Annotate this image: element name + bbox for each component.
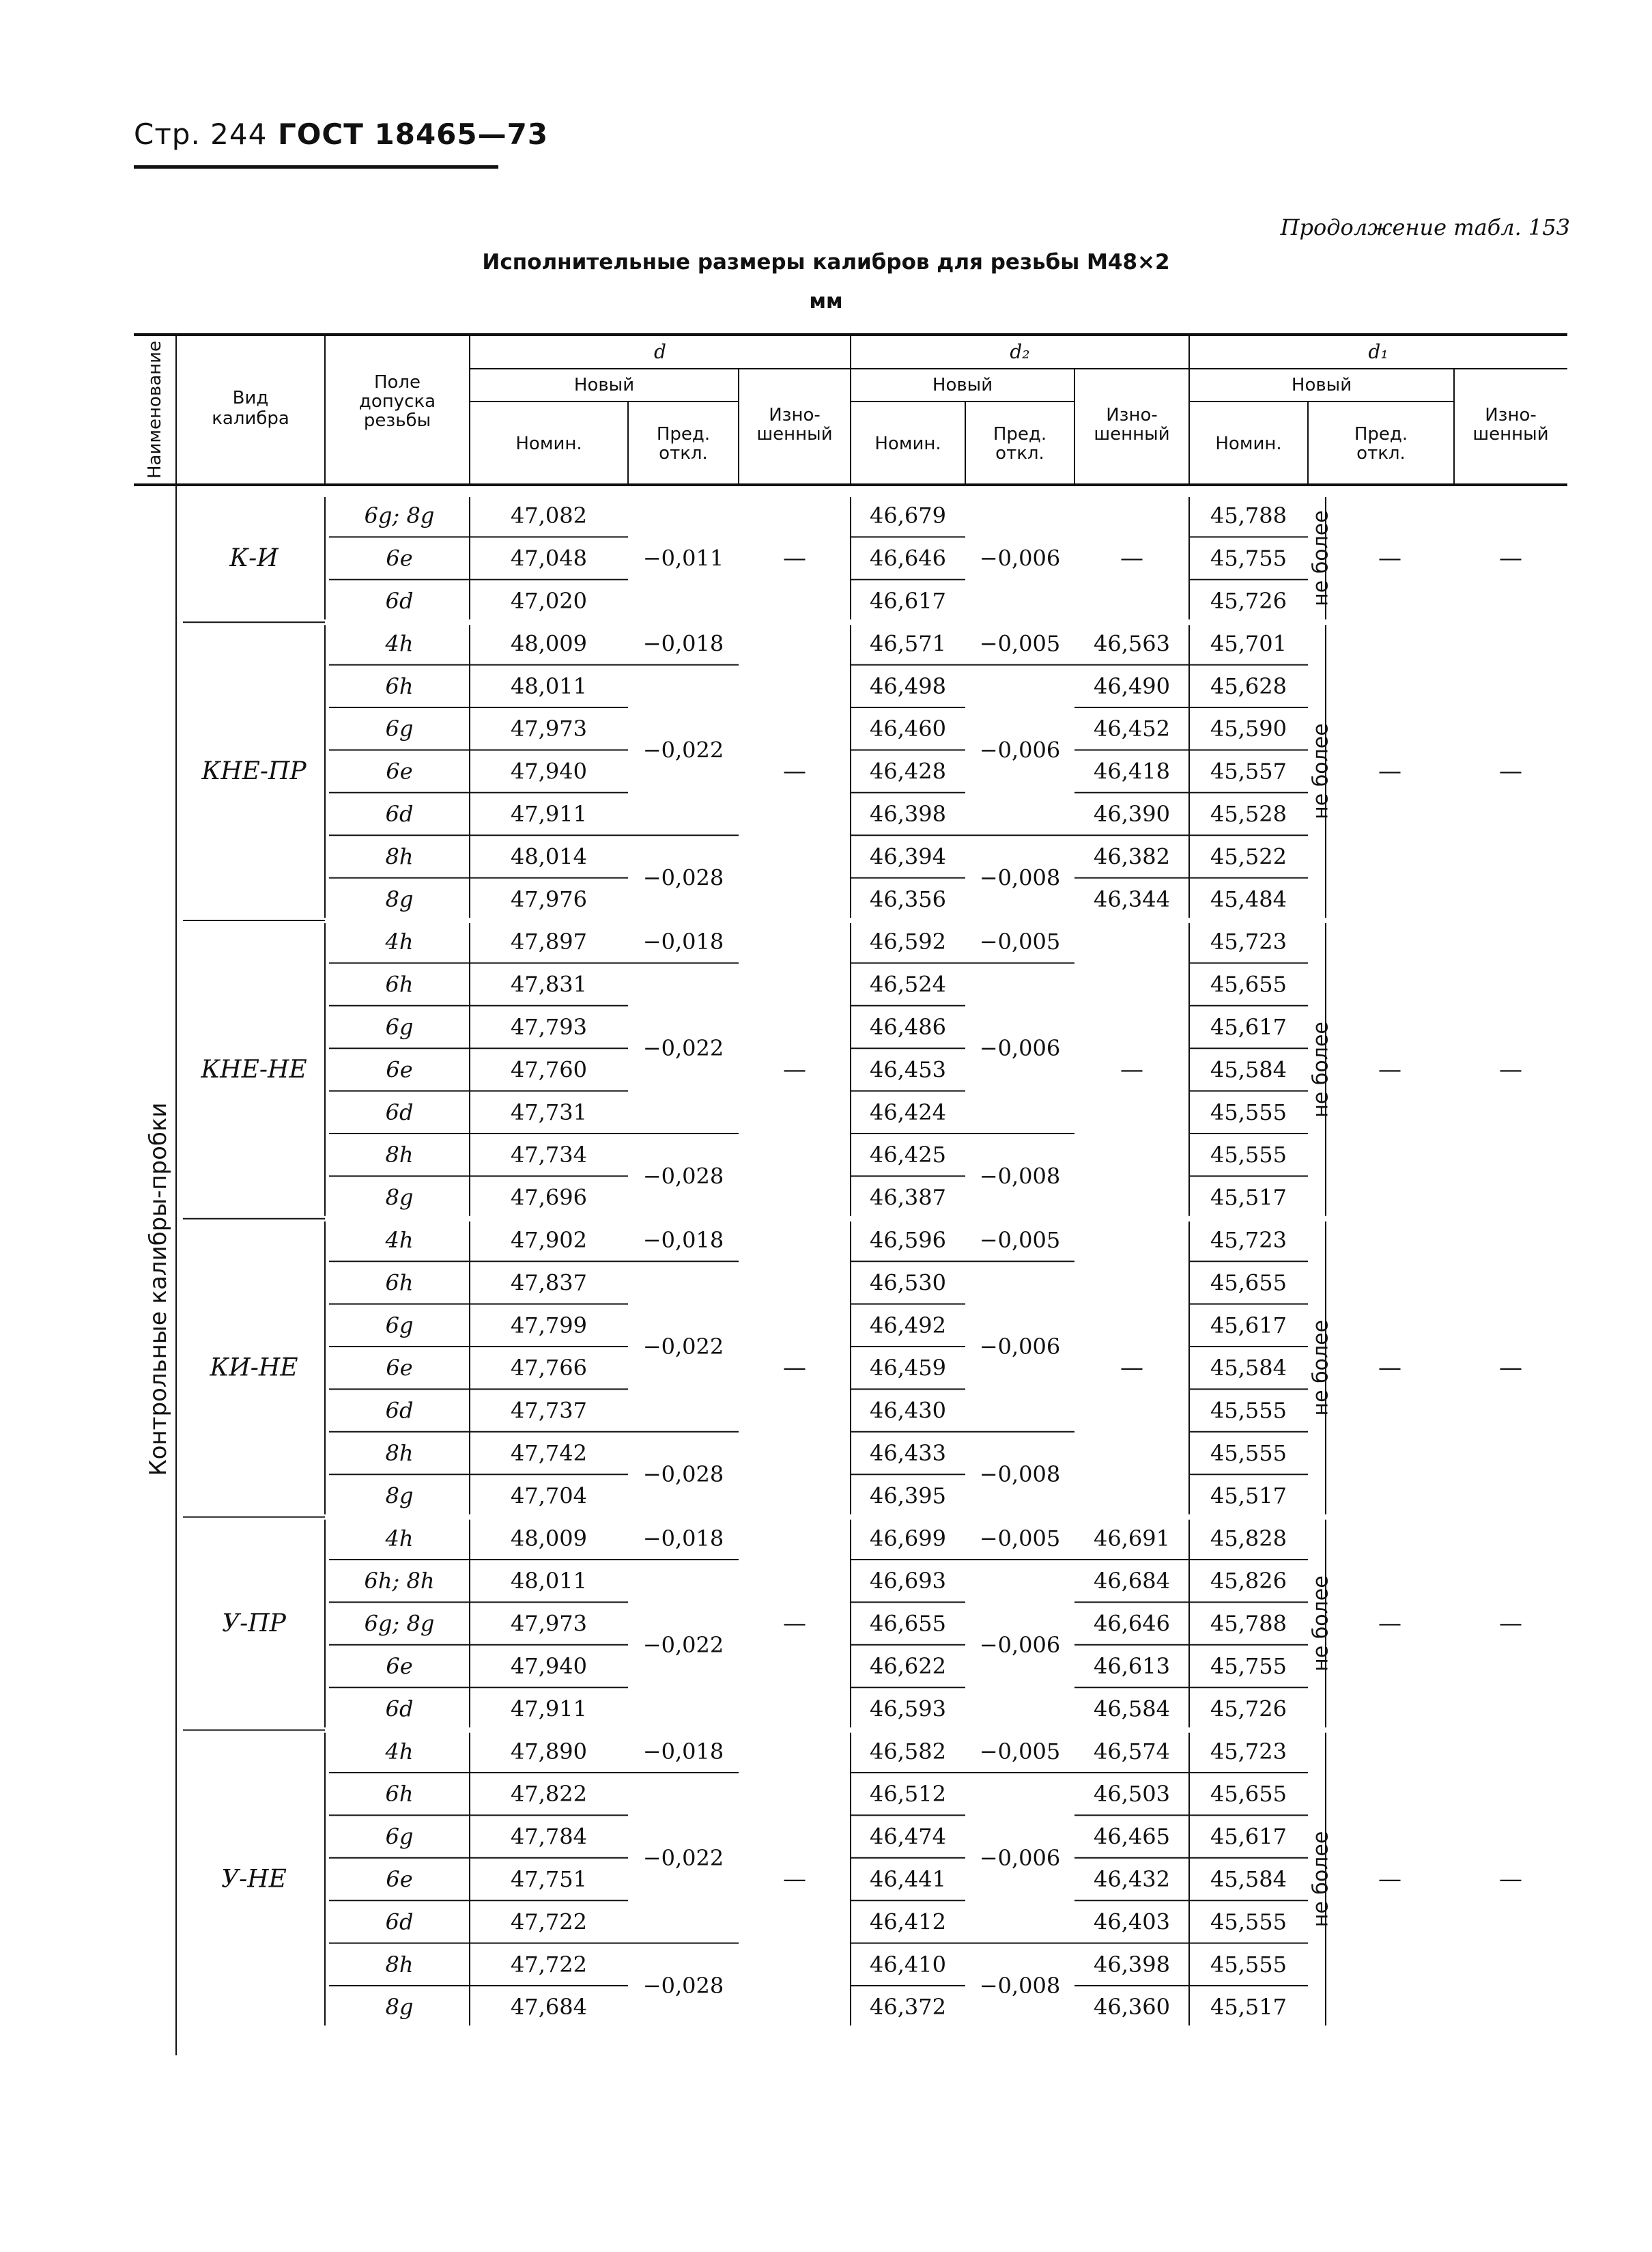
d-nominal-value: 47,696 bbox=[511, 1184, 587, 1211]
worn-header: шенный bbox=[756, 424, 833, 445]
d1-nominal-value: 45,517 bbox=[1210, 1994, 1287, 2021]
tolerance-value: 4h bbox=[385, 630, 414, 657]
d-nominal-value: 47,976 bbox=[511, 886, 587, 912]
d2-worn-value: 46,398 bbox=[1094, 1951, 1170, 1977]
d-nominal-value: 47,911 bbox=[511, 801, 587, 827]
tolerance-value: 6h; 8h bbox=[364, 1568, 435, 1594]
worn-header: Изно- bbox=[769, 405, 821, 425]
d2-worn-value: 46,691 bbox=[1094, 1525, 1170, 1551]
d-nominal-value: 47,734 bbox=[511, 1142, 587, 1168]
d1-nominal-value: 45,557 bbox=[1210, 758, 1287, 785]
d-nominal-value: 47,902 bbox=[511, 1227, 587, 1253]
deviation-value: −0,005 bbox=[979, 1227, 1061, 1253]
d1-nominal-value: 45,788 bbox=[1210, 503, 1287, 529]
deviation-value: −0,006 bbox=[979, 737, 1061, 763]
d-nominal-value: 47,722 bbox=[511, 1951, 587, 1977]
d1-deviation-dash: — bbox=[1378, 544, 1401, 572]
deviation-value: −0,011 bbox=[642, 545, 724, 572]
deviation-value: −0,008 bbox=[979, 1973, 1061, 1999]
d1-nominal-value: 45,555 bbox=[1210, 1440, 1287, 1466]
d2-worn-value: 46,574 bbox=[1094, 1738, 1170, 1764]
d1-deviation-dash: — bbox=[1378, 1354, 1401, 1382]
d1-nominal-value: 45,555 bbox=[1210, 1397, 1287, 1424]
d2-worn-value: 46,613 bbox=[1094, 1653, 1170, 1679]
d1-nominal-value: 45,723 bbox=[1210, 929, 1287, 955]
deviation-value: −0,018 bbox=[642, 1738, 724, 1764]
not-more-note: не более bbox=[1309, 1022, 1333, 1118]
deviation-value: −0,008 bbox=[979, 1461, 1061, 1488]
deviation-value: −0,006 bbox=[979, 1334, 1061, 1360]
d-worn-dash: — bbox=[783, 1354, 806, 1382]
deviation-header: откл. bbox=[659, 443, 708, 464]
d2-nominal-value: 46,512 bbox=[870, 1781, 946, 1807]
d1-nominal-value: 45,484 bbox=[1210, 886, 1287, 912]
d1-nominal-value: 45,701 bbox=[1210, 630, 1287, 657]
d2-nominal-value: 46,530 bbox=[870, 1269, 946, 1296]
d2-worn-value: 46,432 bbox=[1094, 1866, 1170, 1892]
d2-worn-value: 46,646 bbox=[1094, 1610, 1170, 1637]
d2-nominal-value: 46,679 bbox=[870, 503, 946, 529]
d-nominal-value: 47,766 bbox=[511, 1355, 587, 1381]
d-worn-dash: — bbox=[783, 757, 806, 785]
tolerance-value: 8g bbox=[385, 1994, 414, 2021]
d-nominal-value: 47,704 bbox=[511, 1482, 587, 1509]
d-nominal-value: 48,011 bbox=[511, 1568, 587, 1594]
d2-nominal-value: 46,699 bbox=[870, 1525, 946, 1551]
tolerance-value: 8h bbox=[385, 843, 414, 870]
d1-nominal-value: 45,555 bbox=[1210, 1951, 1287, 1977]
d2-worn-dash: — bbox=[1120, 1354, 1143, 1382]
d2-nominal-value: 46,441 bbox=[870, 1866, 946, 1892]
d-nominal-value: 47,784 bbox=[511, 1823, 587, 1850]
d-nominal-value: 47,799 bbox=[511, 1312, 587, 1338]
d1-worn-dash: — bbox=[1499, 1056, 1522, 1084]
d-nominal-value: 47,897 bbox=[511, 929, 587, 955]
tolerance-value: 6e bbox=[386, 1056, 413, 1083]
tolerance-value: 6d bbox=[385, 1099, 414, 1125]
d2-nominal-value: 46,460 bbox=[870, 716, 946, 742]
gauge-type-1: К-И bbox=[229, 544, 279, 573]
deviation-header: Пред. bbox=[993, 424, 1047, 445]
tolerance-value: 6e bbox=[386, 758, 413, 785]
deviation-header: откл. bbox=[1356, 443, 1406, 464]
d-nominal-value: 47,793 bbox=[511, 1014, 587, 1040]
d1-nominal-value: 45,655 bbox=[1210, 1269, 1287, 1296]
deviation-value: −0,018 bbox=[642, 1525, 724, 1551]
tolerance-value: 6g bbox=[385, 1823, 414, 1850]
d2-nominal-value: 46,412 bbox=[870, 1909, 946, 1935]
nominal-header: Номин. bbox=[874, 434, 941, 454]
d2-worn-value: 46,503 bbox=[1094, 1781, 1170, 1807]
d-nominal-value: 47,020 bbox=[511, 588, 587, 614]
d-nominal-value: 47,837 bbox=[511, 1269, 587, 1296]
tolerance-value: 6h bbox=[385, 1269, 414, 1296]
d2-nominal-value: 46,524 bbox=[870, 971, 946, 998]
deviation-value: −0,005 bbox=[979, 630, 1061, 657]
d1-worn-dash: — bbox=[1499, 1609, 1522, 1637]
tolerance-value: 8h bbox=[385, 1440, 414, 1466]
d2-worn-value: 46,452 bbox=[1094, 716, 1170, 742]
d2-worn-value: 46,684 bbox=[1094, 1568, 1170, 1594]
deviation-value: −0,018 bbox=[642, 929, 724, 955]
d2-nominal-value: 46,592 bbox=[870, 929, 946, 955]
d2-worn-value: 46,360 bbox=[1094, 1994, 1170, 2021]
d2-worn-value: 46,465 bbox=[1094, 1823, 1170, 1850]
deviation-value: −0,028 bbox=[642, 1163, 724, 1190]
worn-header: шенный bbox=[1472, 424, 1549, 445]
deviation-header: Пред. bbox=[656, 424, 711, 445]
new-header: Новый bbox=[1291, 375, 1352, 395]
not-more-note: не более bbox=[1309, 723, 1333, 819]
d-nominal-value: 47,048 bbox=[511, 545, 587, 572]
d1-nominal-value: 45,517 bbox=[1210, 1184, 1287, 1211]
gauge-type-6: У-НЕ bbox=[221, 1865, 287, 1894]
deviation-value: −0,018 bbox=[642, 630, 724, 657]
d1-nominal-value: 45,655 bbox=[1210, 971, 1287, 998]
tolerance-column-header: Поле bbox=[373, 372, 421, 393]
d2-nominal-value: 46,486 bbox=[870, 1014, 946, 1040]
gauge-type-5: У-ПР bbox=[222, 1609, 286, 1638]
d1-nominal-value: 45,755 bbox=[1210, 545, 1287, 572]
worn-header: Изно- bbox=[1106, 405, 1158, 425]
d-nominal-value: 47,831 bbox=[511, 971, 587, 998]
gauge-type-3: КНЕ-НЕ bbox=[201, 1055, 307, 1084]
tolerance-value: 4h bbox=[385, 1227, 414, 1253]
tolerance-value: 6e bbox=[386, 1355, 413, 1381]
tolerance-value: 6g; 8g bbox=[364, 503, 435, 529]
page-number: Стр. 244 bbox=[134, 117, 268, 151]
d-nominal-value: 48,009 bbox=[511, 630, 587, 657]
d2-nominal-value: 46,617 bbox=[870, 588, 946, 614]
nominal-header: Номин. bbox=[1215, 434, 1282, 454]
deviation-value: −0,022 bbox=[642, 1334, 724, 1360]
d1-nominal-value: 45,584 bbox=[1210, 1355, 1287, 1381]
d2-worn-value: 46,490 bbox=[1094, 673, 1170, 699]
tolerance-value: 8g bbox=[385, 1184, 414, 1211]
deviation-value: −0,008 bbox=[979, 1163, 1061, 1190]
d2-nominal-value: 46,622 bbox=[870, 1653, 946, 1679]
gauge-group-label: Контрольные калибры-пробки bbox=[145, 1102, 172, 1476]
d-nominal-value: 47,082 bbox=[511, 503, 587, 529]
deviation-value: −0,006 bbox=[979, 1844, 1061, 1871]
d-nominal-value: 48,011 bbox=[511, 673, 587, 699]
d-nominal-value: 47,742 bbox=[511, 1440, 587, 1466]
new-header: Новый bbox=[932, 375, 993, 395]
tolerance-column-header: допуска bbox=[358, 391, 436, 412]
deviation-value: −0,028 bbox=[642, 1461, 724, 1488]
d-worn-dash: — bbox=[783, 1866, 806, 1893]
d1-worn-dash: — bbox=[1499, 544, 1522, 572]
d2-nominal-value: 46,425 bbox=[870, 1142, 946, 1168]
tolerance-value: 6d bbox=[385, 1695, 414, 1722]
d-nominal-value: 48,014 bbox=[511, 843, 587, 870]
d2-nominal-value: 46,498 bbox=[870, 673, 946, 699]
d1-nominal-value: 45,528 bbox=[1210, 801, 1287, 827]
deviation-value: −0,006 bbox=[979, 545, 1061, 572]
type-column-header: Вид bbox=[232, 388, 269, 408]
d1-nominal-value: 45,584 bbox=[1210, 1866, 1287, 1892]
d1-nominal-value: 45,584 bbox=[1210, 1056, 1287, 1083]
tolerance-value: 8g bbox=[385, 1482, 414, 1509]
d1-nominal-value: 45,617 bbox=[1210, 1014, 1287, 1040]
d-nominal-value: 47,737 bbox=[511, 1397, 587, 1424]
d1-deviation-dash: — bbox=[1378, 757, 1401, 785]
deviation-value: −0,005 bbox=[979, 929, 1061, 955]
deviation-header: Пред. bbox=[1354, 424, 1408, 445]
d1-nominal-value: 45,555 bbox=[1210, 1099, 1287, 1125]
d2-nominal-value: 46,474 bbox=[870, 1823, 946, 1850]
d-worn-dash: — bbox=[783, 1056, 806, 1084]
deviation-value: −0,005 bbox=[979, 1738, 1061, 1764]
d2-worn-value: 46,382 bbox=[1094, 843, 1170, 870]
continuation-note: Продолжение табл. 153 bbox=[1280, 214, 1570, 240]
d1-nominal-value: 45,723 bbox=[1210, 1738, 1287, 1764]
d1-nominal-value: 45,828 bbox=[1210, 1525, 1287, 1551]
tolerance-value: 6e bbox=[386, 1866, 413, 1892]
d2-nominal-value: 46,492 bbox=[870, 1312, 946, 1338]
tolerance-value: 6g bbox=[385, 716, 414, 742]
tolerance-value: 6g bbox=[385, 1014, 414, 1040]
d1-worn-dash: — bbox=[1499, 1866, 1522, 1893]
d1-nominal-value: 45,522 bbox=[1210, 843, 1287, 870]
d1-nominal-value: 45,617 bbox=[1210, 1823, 1287, 1850]
d2-nominal-value: 46,428 bbox=[870, 758, 946, 785]
tolerance-value: 6h bbox=[385, 1781, 414, 1807]
gauge-type-4: КИ-НЕ bbox=[210, 1353, 298, 1382]
d-nominal-value: 47,973 bbox=[511, 716, 587, 742]
d-nominal-value: 47,760 bbox=[511, 1056, 587, 1083]
d1-deviation-dash: — bbox=[1378, 1866, 1401, 1893]
deviation-header: откл. bbox=[995, 443, 1044, 464]
d1-nominal-value: 45,826 bbox=[1210, 1568, 1287, 1594]
d2-nominal-value: 46,356 bbox=[870, 886, 946, 912]
d1-nominal-value: 45,788 bbox=[1210, 1610, 1287, 1637]
new-header: Новый bbox=[573, 375, 635, 395]
worn-header: Изно- bbox=[1485, 405, 1537, 425]
d2-worn-value: 46,390 bbox=[1094, 801, 1170, 827]
tolerance-value: 6g; 8g bbox=[364, 1610, 435, 1637]
gauge-type-2: КНЕ-ПР bbox=[201, 757, 307, 786]
d2-column-header: d₂ bbox=[1010, 340, 1030, 363]
not-more-note: не более bbox=[1309, 1831, 1333, 1928]
d-nominal-value: 47,940 bbox=[511, 1653, 587, 1679]
tolerance-value: 4h bbox=[385, 929, 414, 955]
deviation-value: −0,005 bbox=[979, 1525, 1061, 1551]
not-more-note: не более bbox=[1309, 1319, 1333, 1416]
deviation-value: −0,018 bbox=[642, 1227, 724, 1253]
d1-nominal-value: 45,726 bbox=[1210, 1695, 1287, 1722]
d2-worn-value: 46,584 bbox=[1094, 1695, 1170, 1722]
d-nominal-value: 48,009 bbox=[511, 1525, 587, 1551]
d2-worn-value: 46,563 bbox=[1094, 630, 1170, 657]
d-worn-dash: — bbox=[783, 544, 806, 572]
d-nominal-value: 47,751 bbox=[511, 1866, 587, 1892]
tolerance-value: 6d bbox=[385, 1397, 414, 1424]
d2-nominal-value: 46,424 bbox=[870, 1099, 946, 1125]
table-unit: мм bbox=[809, 290, 843, 313]
d2-worn-value: 46,403 bbox=[1094, 1909, 1170, 1935]
d2-nominal-value: 46,571 bbox=[870, 630, 946, 657]
tolerance-column-header: резьбы bbox=[363, 410, 431, 431]
d1-nominal-value: 45,655 bbox=[1210, 1781, 1287, 1807]
deviation-value: −0,022 bbox=[642, 737, 724, 763]
d2-nominal-value: 46,459 bbox=[870, 1355, 946, 1381]
d1-deviation-dash: — bbox=[1378, 1056, 1401, 1084]
d1-nominal-value: 45,755 bbox=[1210, 1653, 1287, 1679]
tolerance-value: 6d bbox=[385, 588, 414, 614]
d1-nominal-value: 45,555 bbox=[1210, 1142, 1287, 1168]
d2-worn-dash: — bbox=[1120, 1056, 1143, 1084]
tolerance-value: 6d bbox=[385, 1909, 414, 1935]
worn-header: шенный bbox=[1094, 424, 1170, 445]
d1-nominal-value: 45,590 bbox=[1210, 716, 1287, 742]
d-nominal-value: 47,890 bbox=[511, 1738, 587, 1764]
d-column-header: d bbox=[654, 340, 666, 363]
deviation-value: −0,022 bbox=[642, 1631, 724, 1658]
d2-nominal-value: 46,398 bbox=[870, 801, 946, 827]
d1-deviation-dash: — bbox=[1378, 1609, 1401, 1637]
tolerance-value: 6e bbox=[386, 545, 413, 572]
d-worn-dash: — bbox=[783, 1609, 806, 1637]
name-column-header: Наименование bbox=[145, 340, 165, 479]
deviation-value: −0,022 bbox=[642, 1035, 724, 1062]
d-nominal-value: 47,940 bbox=[511, 758, 587, 785]
tolerance-value: 6h bbox=[385, 673, 414, 699]
d-nominal-value: 47,722 bbox=[511, 1909, 587, 1935]
standard-number: ГОСТ 18465—73 bbox=[277, 117, 549, 151]
d2-nominal-value: 46,593 bbox=[870, 1695, 946, 1722]
d1-nominal-value: 45,617 bbox=[1210, 1312, 1287, 1338]
tolerance-value: 4h bbox=[385, 1738, 414, 1764]
tolerance-value: 6e bbox=[386, 1653, 413, 1679]
tolerance-value: 8h bbox=[385, 1951, 414, 1977]
d2-nominal-value: 46,430 bbox=[870, 1397, 946, 1424]
not-more-note: не более bbox=[1309, 510, 1333, 606]
d2-nominal-value: 46,646 bbox=[870, 545, 946, 572]
tolerance-value: 8g bbox=[385, 886, 414, 912]
d2-nominal-value: 46,395 bbox=[870, 1482, 946, 1509]
d2-nominal-value: 46,433 bbox=[870, 1440, 946, 1466]
d2-nominal-value: 46,655 bbox=[870, 1610, 946, 1637]
d1-nominal-value: 45,555 bbox=[1210, 1909, 1287, 1935]
d-nominal-value: 47,911 bbox=[511, 1695, 587, 1722]
table-title: Исполнительные размеры калибров для резьбы М48×2 bbox=[482, 250, 1170, 275]
d-nominal-value: 47,684 bbox=[511, 1994, 587, 2021]
deviation-value: −0,006 bbox=[979, 1035, 1061, 1062]
deviation-value: −0,028 bbox=[642, 864, 724, 891]
d1-worn-dash: — bbox=[1499, 1354, 1522, 1382]
d-nominal-value: 47,973 bbox=[511, 1610, 587, 1637]
deviation-value: −0,008 bbox=[979, 864, 1061, 891]
d2-nominal-value: 46,596 bbox=[870, 1227, 946, 1253]
d1-worn-dash: — bbox=[1499, 757, 1522, 785]
tolerance-value: 8h bbox=[385, 1142, 414, 1168]
not-more-note: не более bbox=[1309, 1575, 1333, 1672]
tolerance-value: 6d bbox=[385, 801, 414, 827]
tolerance-value: 6h bbox=[385, 971, 414, 998]
deviation-value: −0,006 bbox=[979, 1631, 1061, 1658]
d2-nominal-value: 46,387 bbox=[870, 1184, 946, 1211]
tolerance-value: 6g bbox=[385, 1312, 414, 1338]
d2-nominal-value: 46,394 bbox=[870, 843, 946, 870]
deviation-value: −0,028 bbox=[642, 1973, 724, 1999]
d2-worn-dash: — bbox=[1120, 544, 1143, 572]
deviation-value: −0,022 bbox=[642, 1844, 724, 1871]
d-nominal-value: 47,822 bbox=[511, 1781, 587, 1807]
d1-nominal-value: 45,723 bbox=[1210, 1227, 1287, 1253]
d2-worn-value: 46,344 bbox=[1094, 886, 1170, 912]
d2-nominal-value: 46,453 bbox=[870, 1056, 946, 1083]
d1-nominal-value: 45,517 bbox=[1210, 1482, 1287, 1509]
d2-nominal-value: 46,372 bbox=[870, 1994, 946, 2021]
d2-nominal-value: 46,582 bbox=[870, 1738, 946, 1764]
d-nominal-value: 47,731 bbox=[511, 1099, 587, 1125]
type-column-header: калибра bbox=[212, 408, 289, 429]
d2-worn-value: 46,418 bbox=[1094, 758, 1170, 785]
d1-column-header: d₁ bbox=[1368, 340, 1388, 363]
d2-nominal-value: 46,410 bbox=[870, 1951, 946, 1977]
d1-nominal-value: 45,726 bbox=[1210, 588, 1287, 614]
nominal-header: Номин. bbox=[515, 434, 582, 454]
d2-nominal-value: 46,693 bbox=[870, 1568, 946, 1594]
d1-nominal-value: 45,628 bbox=[1210, 673, 1287, 699]
tolerance-value: 4h bbox=[385, 1525, 414, 1551]
